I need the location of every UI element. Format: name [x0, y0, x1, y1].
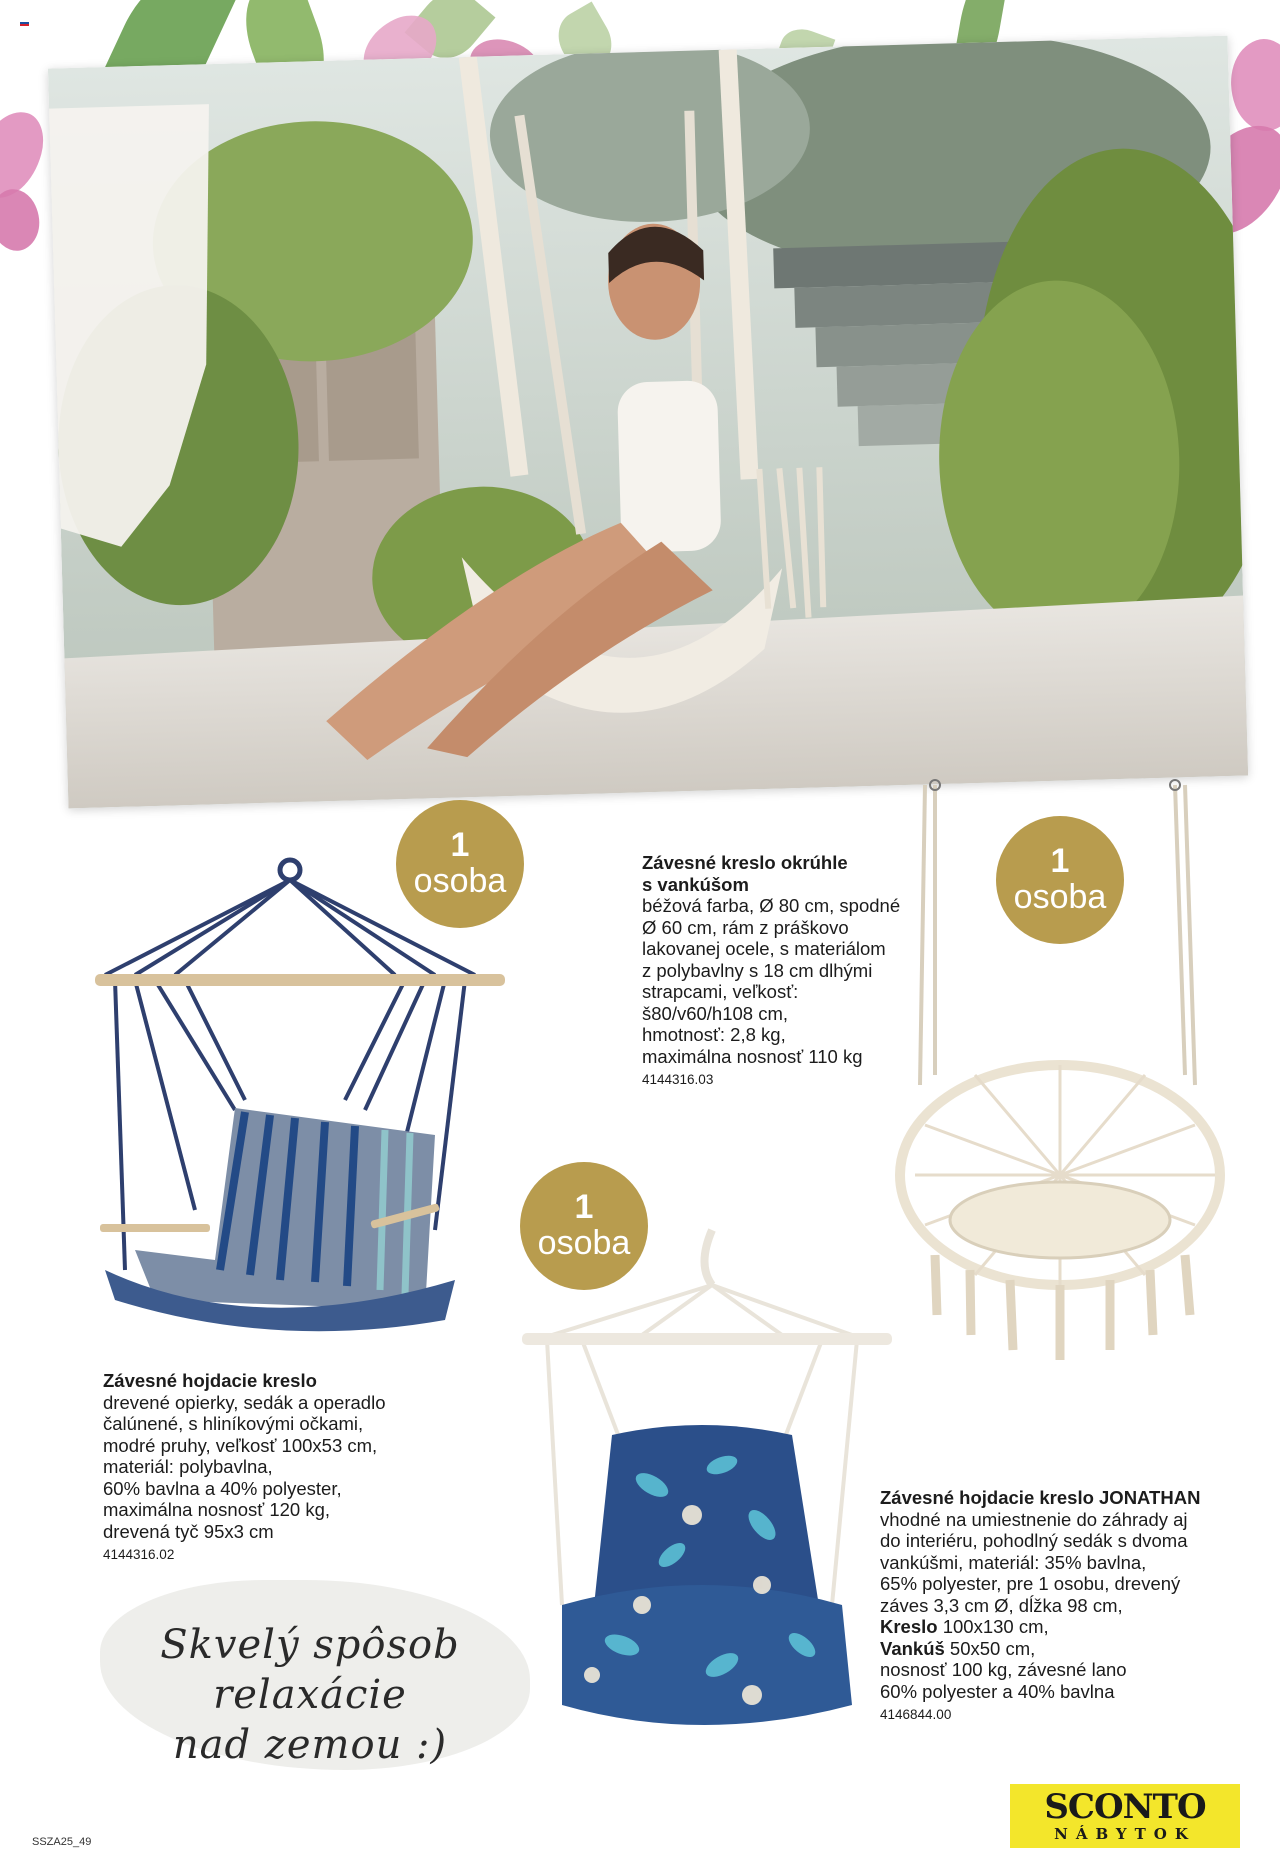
- size-label: Vankúš: [880, 1637, 945, 1659]
- slogan-line: nad zemou :): [172, 1722, 448, 1768]
- product-spec-line: š80/v60/h108 cm,: [642, 1002, 789, 1024]
- product-round-chair-description: [642, 852, 972, 1090]
- product-spec-line: drevené opierky, sedák a operadlo: [103, 1391, 386, 1413]
- product-spec-line: vankúšmi, materiál: 35% bavlna,: [880, 1551, 1147, 1573]
- product-size-cushion-line: [880, 1638, 1260, 1660]
- slogan: [70, 1620, 550, 1770]
- product-spec-line: vhodné na umiestnenie do záhrady aj: [880, 1508, 1188, 1530]
- product-size-chair-line: [880, 1616, 1260, 1638]
- product-spec-line: 60% bavlna a 40% polyester,: [103, 1477, 342, 1499]
- product-title: s vankúšom: [642, 873, 749, 895]
- hero-photo: [48, 36, 1248, 809]
- product-spec-line: Ø 60 cm, rám z práškovo: [642, 916, 849, 938]
- product-code: 4146844.00: [880, 1707, 952, 1722]
- product-title: Závesné kreslo okrúhle: [642, 852, 848, 873]
- striped-hanging-chair-image: [95, 850, 515, 1350]
- size-value: 50x50 cm,: [944, 1637, 1036, 1659]
- badge-number: 1: [450, 826, 470, 864]
- sconto-logo: [1010, 1784, 1240, 1848]
- product-title: Závesné hojdacie kreslo JONATHAN: [880, 1487, 1201, 1508]
- product-spec-line: z polybavlny s 18 cm dlhými: [642, 959, 873, 981]
- badge-label: osoba: [413, 862, 507, 900]
- product-spec-line: materiál: polybavlna,: [103, 1456, 273, 1477]
- badge-label: osoba: [1013, 878, 1107, 916]
- product-jonathan-chair-description: [880, 1487, 1260, 1725]
- logo-wordmark: SCONTO: [1044, 1787, 1206, 1827]
- logo-subtitle: NÁBYTOK: [1054, 1825, 1196, 1843]
- size-label: Kreslo: [880, 1616, 938, 1637]
- badge-number: 1: [574, 1188, 594, 1226]
- product-spec-line: modré pruhy, veľkosť 100x53 cm,: [103, 1434, 378, 1456]
- slogan-line: Skvelý spôsob relaxácie: [160, 1622, 460, 1718]
- product-spec-line: lakovanej ocele, s materiálom: [642, 938, 886, 959]
- product-spec-line: maximálna nosnosť 110 kg: [642, 1045, 863, 1067]
- floral-hanging-chair-image: [522, 1225, 892, 1735]
- product-spec-line: nosnosť 100 kg, závesné lano: [880, 1659, 1127, 1680]
- product-spec-line: čalúnené, s hliníkovými očkami,: [103, 1413, 364, 1434]
- badge-label: osoba: [537, 1224, 631, 1262]
- page-code: SSZA25_49: [32, 1836, 92, 1848]
- badge-number: 1: [1050, 842, 1070, 880]
- size-value: 100x130 cm,: [937, 1616, 1049, 1637]
- product-striped-chair-description: [103, 1370, 463, 1565]
- product-spec-line: záves 3,3 cm Ø, dĺžka 98 cm,: [880, 1594, 1123, 1616]
- product-spec-line: hmotnosť: 2,8 kg,: [642, 1024, 786, 1045]
- product-spec-line: 60% polyester a 40% bavlna: [880, 1680, 1115, 1702]
- product-title: Závesné hojdacie kreslo: [103, 1370, 317, 1391]
- product-code: 4144316.03: [642, 1072, 714, 1087]
- product-spec-line: béžová farba, Ø 80 cm, spodné: [642, 895, 901, 916]
- product-code: 4144316.02: [103, 1547, 175, 1562]
- product-spec-line: strapcami, veľkosť:: [642, 981, 799, 1002]
- product-spec-line: drevená tyč 95x3 cm: [103, 1520, 274, 1542]
- product-spec-line: do interiéru, pohodlný sedák s dvoma: [880, 1530, 1188, 1551]
- product-spec-line: 65% polyester, pre 1 osobu, drevený: [880, 1573, 1181, 1594]
- product-spec-line: maximálna nosnosť 120 kg,: [103, 1499, 331, 1520]
